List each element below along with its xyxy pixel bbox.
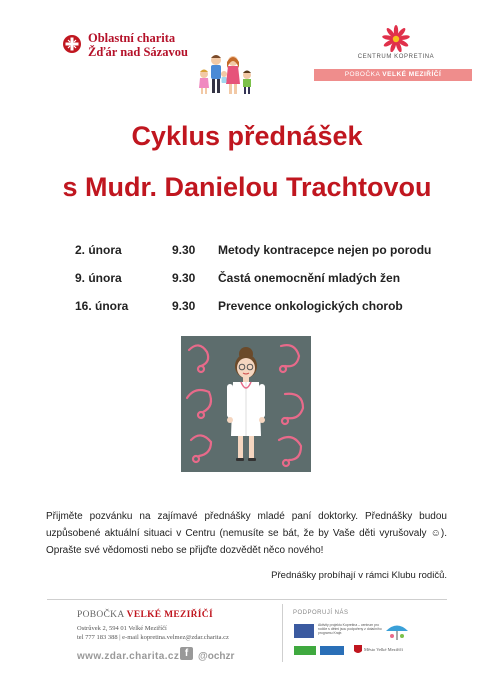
sponsor-logo-blue	[320, 646, 344, 655]
footer-facebook-link[interactable]: @ochzr	[198, 651, 235, 662]
kopretina-flower-logo	[376, 24, 416, 52]
schedule-time: 9.30	[172, 299, 196, 313]
support-label: PODPORUJÍ NÁS	[293, 610, 349, 616]
schedule-date: 2. února	[75, 243, 122, 257]
charita-cross-logo	[62, 34, 82, 54]
branch-name: VELKÉ MEZIŘÍČÍ	[382, 71, 442, 78]
branch-banner	[314, 69, 472, 81]
schedule-date: 9. února	[75, 271, 122, 285]
footer-divider	[47, 599, 447, 600]
schedule-topic: Metody kontracepce nejen po porodu	[218, 243, 432, 257]
footer-vertical-divider	[282, 604, 283, 662]
footer-contact: tel 777 183 388 | e-mail kopretina.velmez@zdar.charita.cz	[77, 634, 229, 641]
schedule-row	[75, 299, 455, 317]
footer-branch-prefix: POBOČKA	[77, 610, 124, 620]
schedule-topic: Prevence onkologických chorob	[218, 299, 403, 313]
invitation-paragraph: Přijměte pozvánku na zajímavé přednášky mladé paní doktorky. Přednášky budou uzpůsobené aktuální situaci v Centru (nemusíte se bát, že by Vaše děti vyrušovaly ☺). Oprašte své vědomosti nebo se přijďte dozvědět něco nového!	[46, 511, 447, 556]
schedule-row	[75, 243, 455, 261]
family-umbrella-logo	[384, 620, 410, 644]
vysocina-region-logo	[294, 624, 314, 638]
organization-name	[88, 31, 188, 59]
sponsor-city-name: Město Velké Meziříčí	[364, 647, 403, 652]
doctor-illustration	[181, 336, 311, 472]
sponsor-description: Aktivity projektu Kopretina – centrum pro rodiče s dětmi jsou podpořeny z dotačního programu Kraje.	[318, 623, 382, 636]
facebook-icon: f	[180, 647, 193, 660]
family-illustration	[196, 52, 254, 96]
schedule-topic: Častá onemocnění mladých žen	[218, 271, 401, 285]
sponsor-logo-green	[294, 646, 316, 655]
schedule-time: 9.30	[172, 271, 196, 285]
organization-name-line2: Žďár nad Sázavou	[88, 45, 188, 59]
schedule-row	[75, 271, 455, 289]
branch-prefix: POBOČKA	[344, 71, 380, 78]
footer-branch-name: VELKÉ MEZIŘÍČÍ	[126, 610, 213, 620]
schedule-time: 9.30	[172, 243, 196, 257]
club-note: Přednášky probíhají v rámci Klubu rodičů.	[271, 570, 447, 581]
organization-name-line1: Oblastní charita	[88, 31, 176, 45]
footer-website-link[interactable]: www.zdar.charita.cz	[77, 651, 180, 662]
footer-address: Ostrůvek 2, 594 01 Velké Meziříčí	[77, 625, 167, 632]
footer-branch	[77, 610, 213, 620]
schedule-date: 16. února	[75, 299, 129, 313]
city-crest-icon	[354, 645, 362, 655]
footer-address-block	[77, 624, 229, 642]
centrum-kopretina-label: CENTRUM KOPRETINA	[357, 54, 435, 60]
title-line2: s Mudr. Danielou Trachtovou	[62, 172, 432, 202]
title-line1: Cyklus přednášek	[131, 121, 363, 151]
